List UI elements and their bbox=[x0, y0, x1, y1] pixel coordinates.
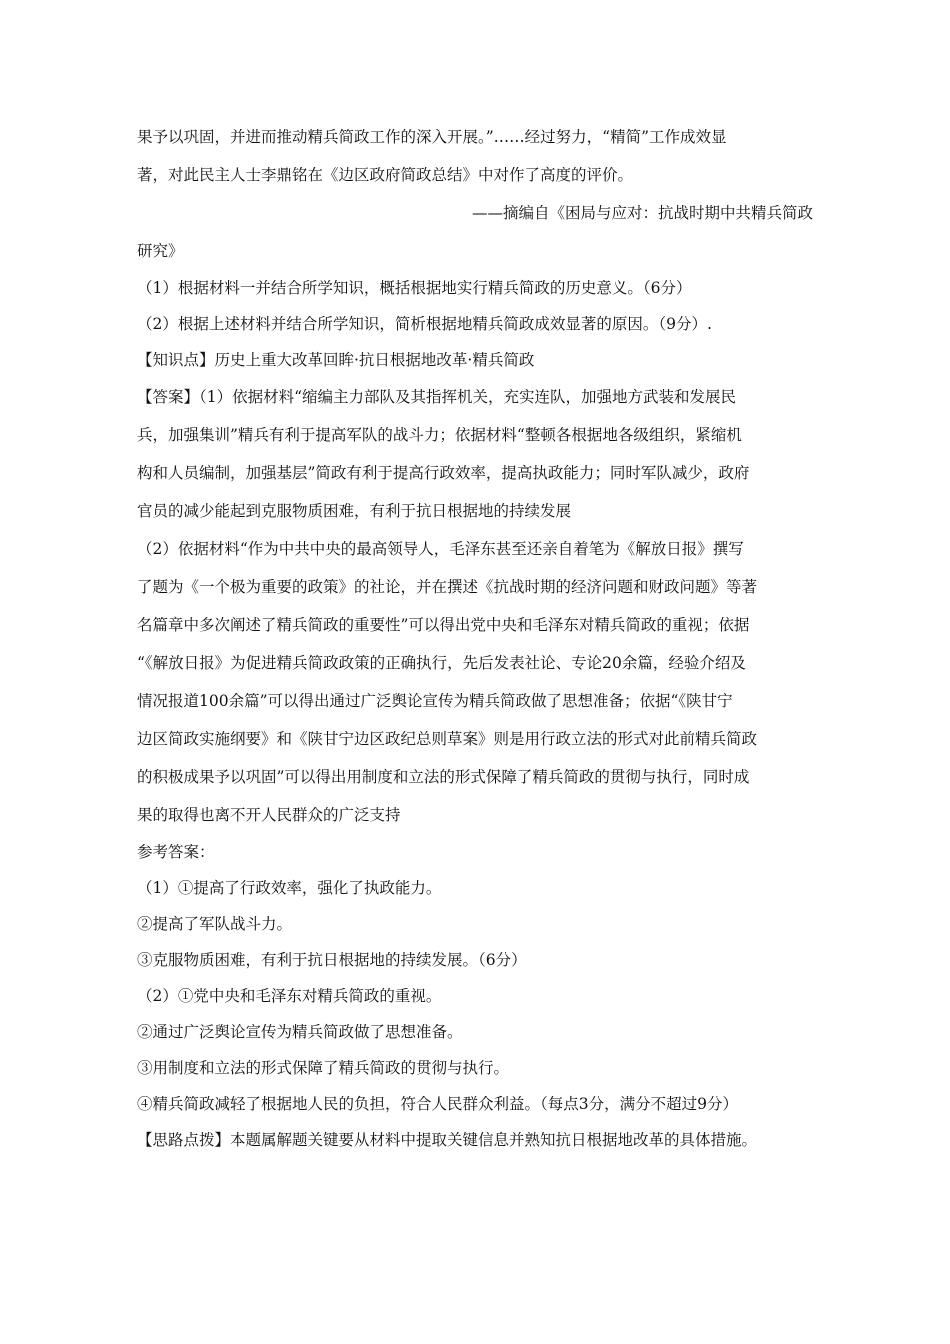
reference-heading: 参考答案： bbox=[137, 843, 215, 861]
answer-part2-line: 边区简政实施纲要》和《陕甘宁边区政纪总则草案》则是用行政立法的形式对此前精兵简政 bbox=[137, 730, 758, 748]
answer-part1-line: 兵，加强集训”精兵有利于提高军队的战斗力；依据材料“整顿各根据地各级组织，紧缩机 bbox=[137, 426, 742, 444]
reference-line: ②提高了军队战斗力。 bbox=[137, 915, 293, 933]
material-line-1: 果予以巩固，并进而推动精兵简政工作的深入开展。”……经过努力，“精简”工作成效显 bbox=[137, 128, 727, 146]
answer-part2-line: 了题为《一个极为重要的政策》的社论，并在撰述《抗战时期的经济问题和财政问题》等著 bbox=[137, 578, 758, 596]
reference-line: ②通过广泛舆论宣传为精兵简政做了思想准备。 bbox=[137, 1023, 463, 1041]
material-source-line-1: ——摘编自《困局与应对：抗战时期中共精兵简政 bbox=[471, 204, 813, 222]
material-source-line-2: 研究》 bbox=[137, 242, 184, 260]
answer-part1-line: 构和人员编制，加强基层”简政有利于提高行政效率，提高执政能力；同时军队减少，政府 bbox=[137, 464, 750, 482]
solution-hint: 【思路点拨】本题属解题关键要从材料中提取关键信息并熟知抗日根据地改革的具体措施。 bbox=[137, 1131, 758, 1149]
question-2: （2）根据上述材料并结合所学知识，简析根据地精兵简政成效显著的原因。（9分）. bbox=[137, 315, 712, 333]
material-line-2: 著，对此民主人士李鼎铭在《边区政府简政总结》中对作了高度的评价。 bbox=[137, 166, 634, 184]
answer-part1-line: 【答案】（1）依据材料“缩编主力部队及其指挥机关，充实连队，加强地方武装和发展民 bbox=[137, 388, 737, 406]
reference-line: ③用制度和立法的形式保障了精兵简政的贯彻与执行。 bbox=[137, 1059, 510, 1077]
answer-part2-line: （2）依据材料“作为中共中央的最高领导人，毛泽东甚至还亲自着笔为《解放日报》撰写 bbox=[137, 540, 744, 558]
question-1: （1）根据材料一并结合所学知识，概括根据地实行精兵简政的历史意义。（6分） bbox=[137, 279, 692, 297]
knowledge-point: 【知识点】历史上重大改革回眸·抗日根据地改革·精兵简政 bbox=[137, 351, 535, 369]
answer-part2-line: 情况报道100余篇”可以得出通过广泛舆论宣传为精兵简政做了思想准备；依据“《陕甘宁 bbox=[137, 692, 733, 710]
reference-line: ④精兵简政减轻了根据地人民的负担，符合人民群众利益。（每点3分，满分不超过9分） bbox=[137, 1095, 738, 1113]
reference-line: （1）①提高了行政效率，强化了执政能力。 bbox=[137, 879, 442, 897]
answer-part1-line: 官员的减少能起到克服物质困难，有利于抗日根据地的持续发展 bbox=[137, 502, 572, 520]
answer-part2-line: 的积极成果予以巩固”可以得出用制度和立法的形式保障了精兵简政的贯彻与执行，同时成 bbox=[137, 768, 750, 786]
answer-part2-line: 果的取得也离不开人民群众的广泛支持 bbox=[137, 806, 401, 824]
reference-line: ③克服物质困难，有利于抗日根据地的持续发展。（6分） bbox=[137, 951, 527, 969]
answer-part2-line: 名篇章中多次阐述了精兵简政的重要性”可以得出党中央和毛泽东对精兵简政的重视；依据 bbox=[137, 616, 750, 634]
reference-line: （2）①党中央和毛泽东对精兵简政的重视。 bbox=[137, 987, 442, 1005]
answer-part2-line: “《解放日报》为促进精兵简政政策的正确执行，先后发表社论、专论20余篇，经验介绍及 bbox=[137, 654, 746, 672]
document-body bbox=[137, 118, 813, 1158]
